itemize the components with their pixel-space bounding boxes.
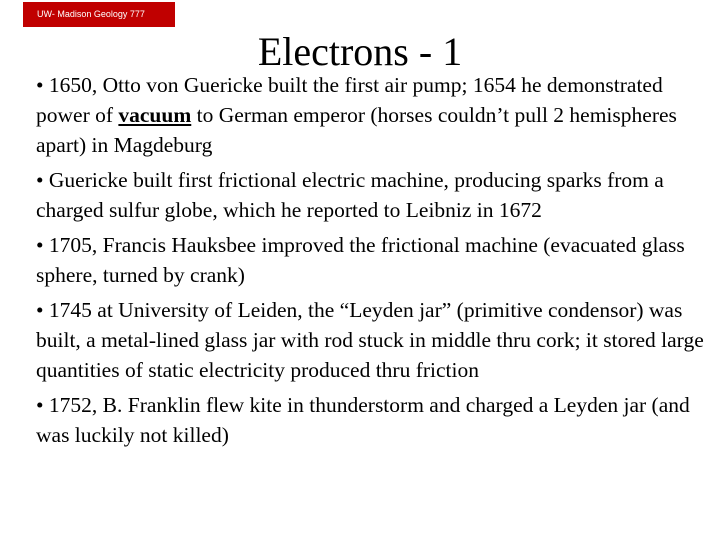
bullet-item (36, 230, 706, 290)
course-tag: UW- Madison Geology 777 (23, 2, 175, 27)
bullet-list (36, 70, 706, 455)
bullet-text-suffix: to German emperor (horses couldn’t pull 2 hemispheres apart) in Magdeburg (36, 103, 677, 157)
bullet-emphasis: vacuum (118, 103, 192, 127)
slide-title: Electrons - 1 (257, 29, 463, 74)
bullet-text: • 1705, Francis Hauksbee improved the frictional machine (evacuated glass sphere, turned by crank) (36, 233, 685, 287)
bullet-text-prefix: • 1650, Otto von Guericke built the first air pump; 1654 he demonstrated power of (36, 73, 663, 127)
bullet-text: • 1752, B. Franklin flew kite in thunderstorm and charged a Leyden jar (and was luckily not killed) (36, 393, 690, 447)
bullet-item (36, 70, 706, 160)
bullet-item (36, 295, 706, 385)
bullet-item (36, 390, 706, 450)
bullet-text: • Guericke built first frictional electric machine, producing sparks from a charged sulfur globe, which he reported to Leibniz in 1672 (36, 168, 664, 222)
bullet-item (36, 165, 706, 225)
bullet-text: • 1745 at University of Leiden, the “Leyden jar” (primitive condensor) was built, a metal-lined glass jar with rod stuck in middle thru cork; it stored large quantities of static electricity produced thru friction (36, 298, 704, 382)
bullet-text (36, 73, 677, 157)
